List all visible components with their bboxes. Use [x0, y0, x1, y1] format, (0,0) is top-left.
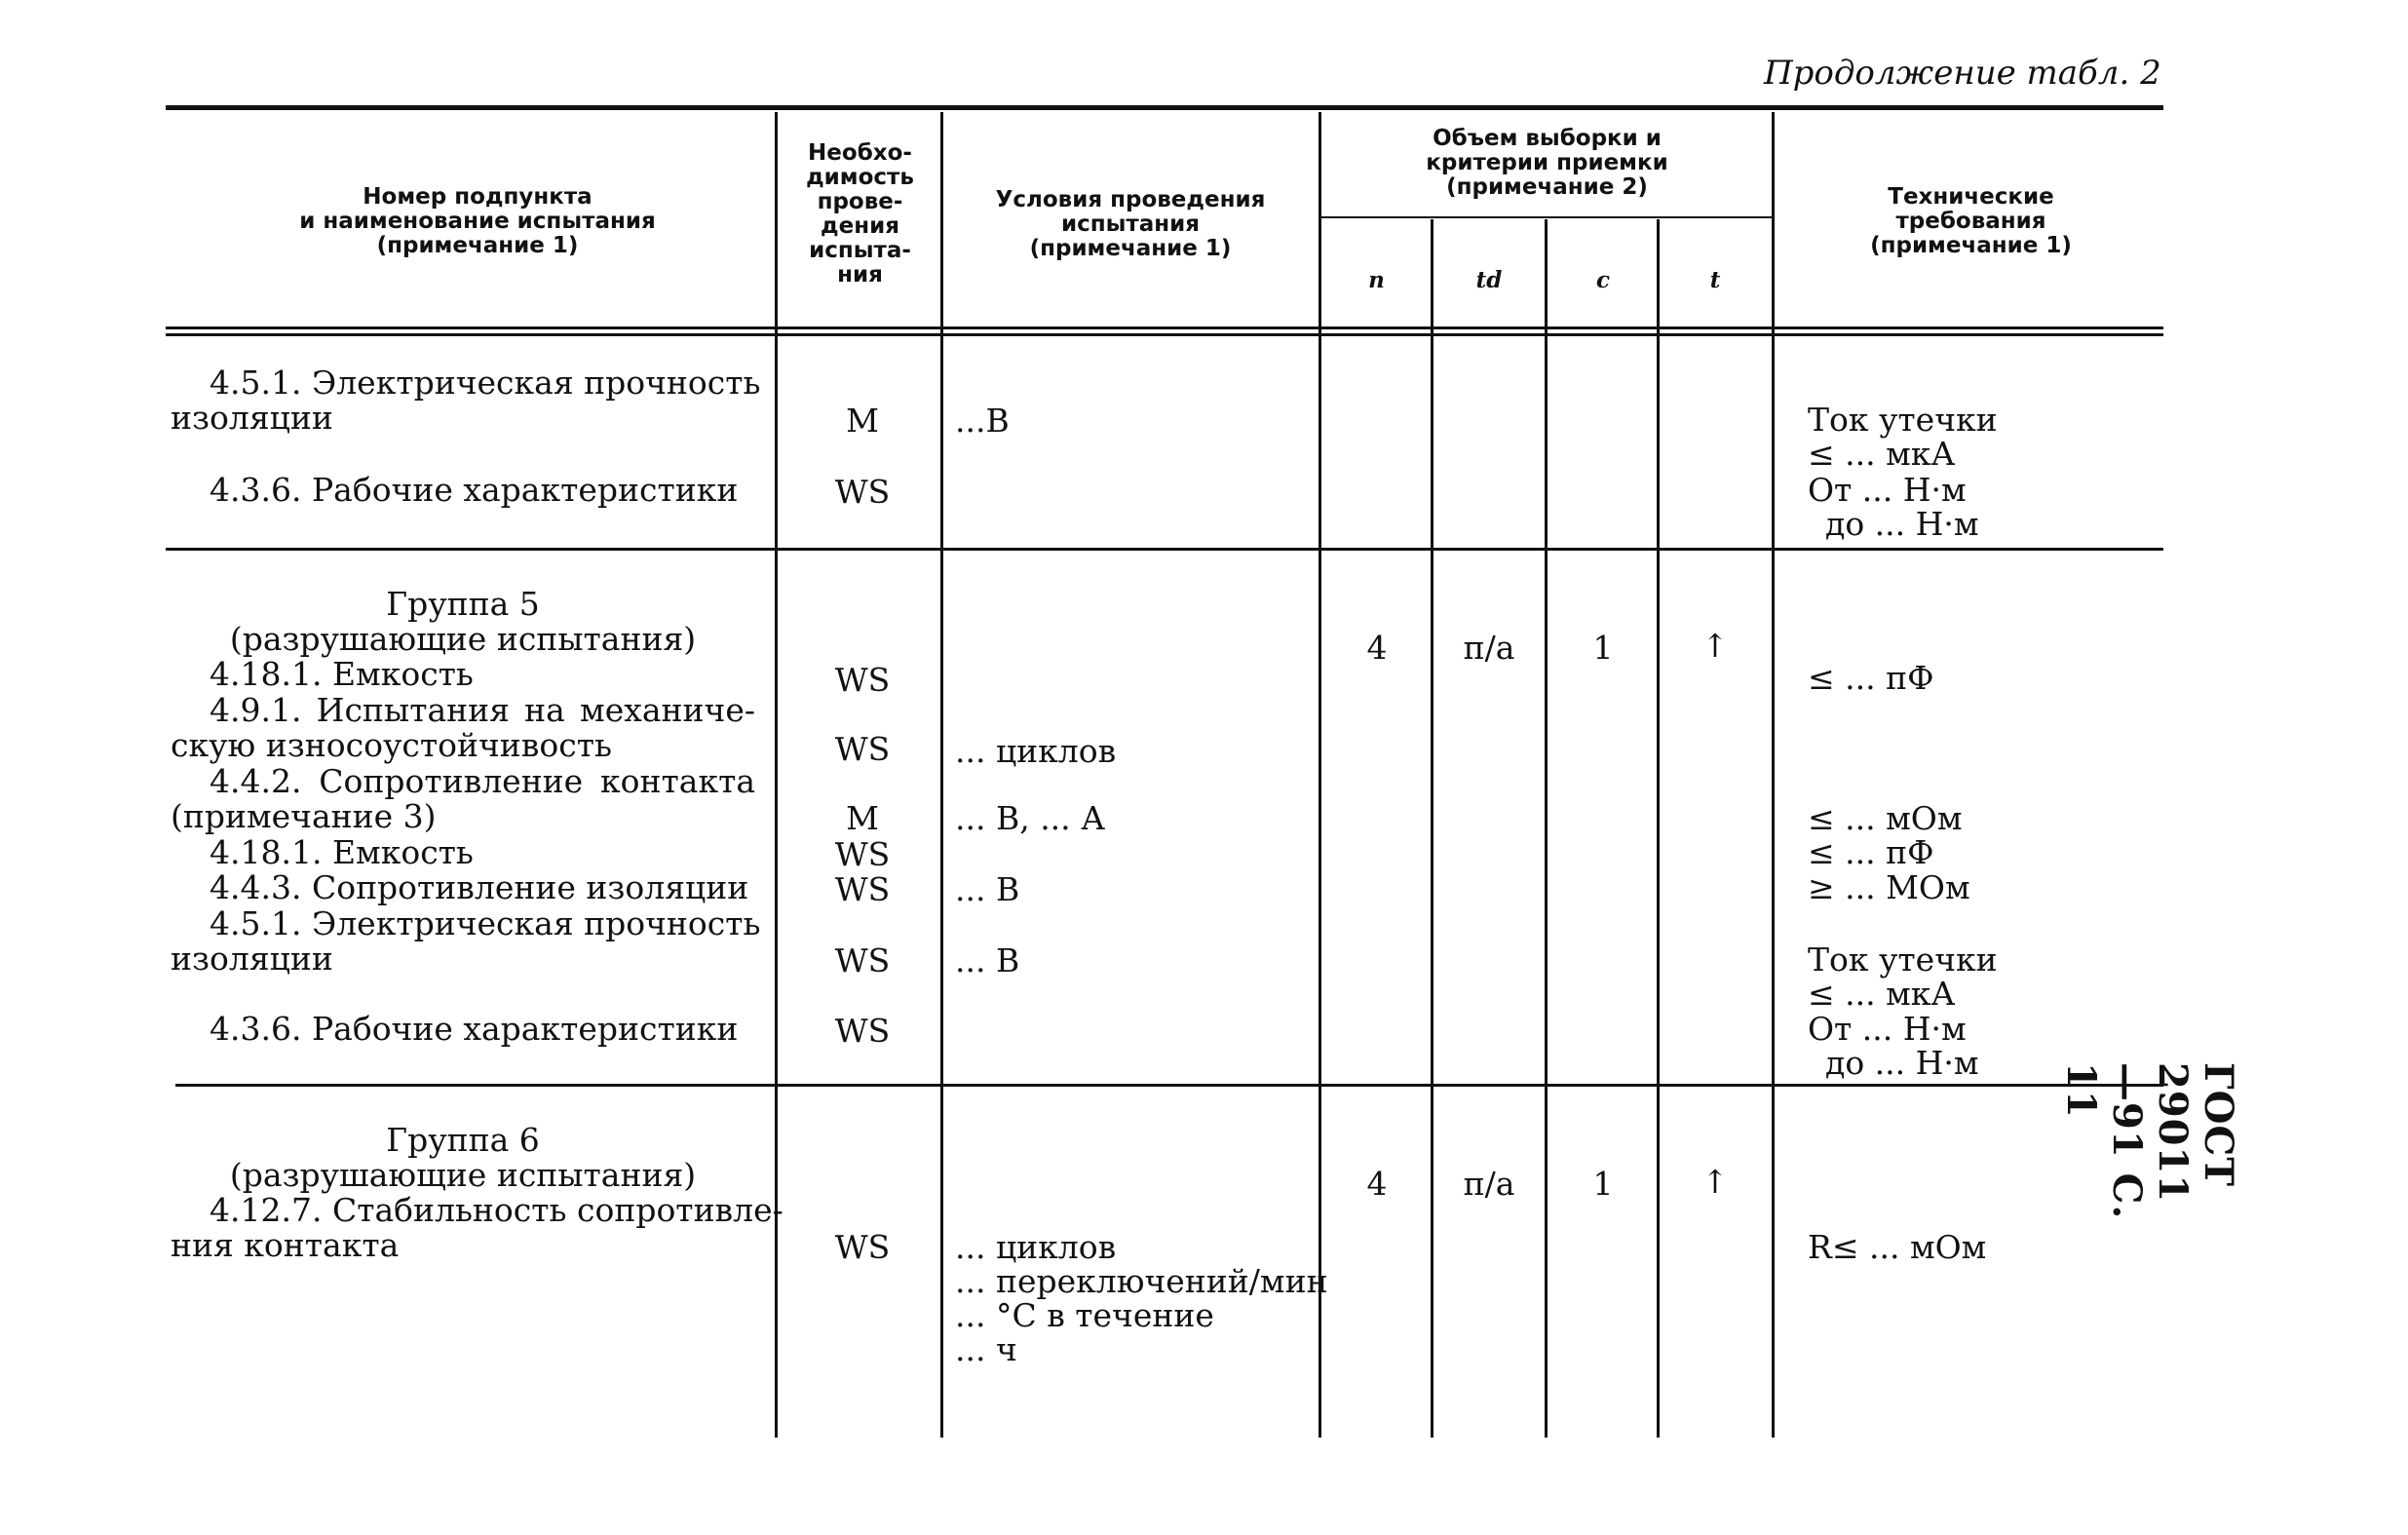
col-rule-1 — [775, 112, 778, 1438]
s1-row2-tech-l2: до ... Н·м — [1825, 505, 1979, 543]
group5-title-text: Группа 5 — [386, 585, 540, 623]
header-n: n — [1368, 267, 1385, 293]
g5-row6-cond: ... В — [955, 941, 1020, 979]
col-rule-4 — [1431, 219, 1433, 1438]
g5-row7-tech-l1: От ... Н·м — [1808, 1010, 1967, 1048]
g5-row3-cond: ... В, ... А — [955, 799, 1106, 837]
g6-cond-l4: ... ч — [955, 1330, 1017, 1368]
s1-row1-name-l1: 4.5.1. Электрическая прочность — [210, 364, 761, 402]
g5-row2-need: WS — [834, 730, 891, 768]
g5-row3-name-l2: (примечание 3) — [171, 797, 437, 835]
g5-row1-name — [171, 657, 755, 692]
g5-row3-tech: ≤ ... мОм — [1808, 799, 1963, 837]
g5-row5-tech: ≥ ... МОм — [1808, 868, 1970, 906]
g5-row2-name-l1: 4.9.1. Испытания на механиче- — [210, 691, 755, 729]
g5-row1-need: WS — [834, 661, 891, 699]
s1-row2-name-l1: 4.3.6. Рабочие характеристики — [210, 471, 739, 509]
s1-row2-tech — [1808, 473, 1979, 541]
g5-row7-need: WS — [834, 1012, 891, 1050]
header-t: t — [1709, 267, 1721, 293]
header-test-name: Номер подпункта и наименование испытания (примечание 1) — [299, 184, 656, 258]
g6-row1-name-l2: ния контакта — [171, 1226, 400, 1264]
group6-title-text: Группа 6 — [386, 1121, 540, 1159]
g5-row1-name-l1: 4.18.1. Емкость — [210, 655, 474, 693]
g5-row7-name-l1: 4.3.6. Рабочие характеристики — [210, 1010, 739, 1048]
s1-row1-need: M — [846, 402, 879, 440]
header-sample: Объем выборки и критерии приемки (примечание 2) — [1426, 126, 1668, 200]
g5-row6-tech — [1808, 942, 1998, 1011]
g5-row6-need: WS — [834, 941, 891, 979]
g6-row1-cond — [955, 1230, 1328, 1366]
group5-c: 1 — [1592, 629, 1614, 667]
s1-row1-tech — [1808, 403, 1998, 471]
g6-row1-need: WS — [834, 1228, 891, 1266]
g5-row5-cond: ... В — [955, 870, 1020, 908]
section2-rule — [175, 1084, 2163, 1087]
g5-row3-need: M — [846, 799, 879, 837]
g5-row1-tech: ≤ ... пФ — [1808, 659, 1934, 697]
g5-row4-name — [171, 835, 755, 870]
header-conditions: Условия проведения испытания (примечание 1) — [995, 187, 1266, 261]
g5-row2-name — [171, 693, 755, 763]
s1-row2-need: WS — [834, 473, 891, 511]
col-rule-6 — [1657, 219, 1660, 1438]
g5-row2-cond: ... циклов — [955, 732, 1117, 770]
header-necessity: Необхо- димость прове- дения испыта- ния — [806, 140, 914, 288]
header-c: c — [1595, 267, 1610, 293]
group5-td: п/а — [1463, 629, 1515, 667]
group5-subtitle: (разрушающие испытания) — [229, 620, 697, 658]
g5-row3-name-l1: 4.4.2. Сопротивление контакта — [210, 762, 755, 800]
group5-t: ↑ — [1701, 627, 1729, 665]
g5-row6-name-l1: 4.5.1. Электрическая прочность — [210, 904, 761, 942]
g6-cond-l2: ... переключений/мин — [955, 1262, 1328, 1300]
s1-row2-tech-l1: От ... Н·м — [1808, 471, 1967, 509]
header-td: td — [1475, 267, 1503, 293]
group6-c: 1 — [1592, 1165, 1614, 1203]
s1-row1-tech-l1: Ток утечки — [1808, 401, 1998, 439]
table-top-rule — [166, 105, 2163, 110]
g6-row1-name — [171, 1191, 784, 1264]
g5-row6-tech-l1: Ток утечки — [1808, 940, 1998, 979]
s1-row1-name-l2: изоляции — [171, 399, 333, 437]
group5-title — [171, 587, 755, 657]
g5-row4-name-l1: 4.18.1. Емкость — [210, 833, 474, 871]
g5-row6-tech-l2: ≤ ... мкА — [1808, 975, 1956, 1013]
g5-row7-tech — [1808, 1012, 1979, 1080]
group6-t: ↑ — [1701, 1163, 1729, 1201]
g5-row7-name — [171, 1012, 755, 1047]
col-rule-7 — [1772, 112, 1775, 1438]
g6-cond-l1: ... циклов — [955, 1228, 1117, 1266]
g5-row6-name-l2: изоляции — [171, 940, 333, 978]
side-standard-label: ГОСТ 29011—91 С. 11 — [2058, 1062, 2241, 1220]
g5-row6-name — [171, 904, 761, 978]
g6-row1-name-l1: 4.12.7. Стабильность сопротивле- — [210, 1191, 784, 1229]
group6-subtitle: (разрушающие испытания) — [229, 1156, 697, 1194]
g5-row5-name-l1: 4.4.3. Сопротивление изоляции — [210, 868, 749, 906]
header-bottom-rule-2 — [166, 333, 2163, 336]
g5-row3-name — [171, 764, 755, 834]
group5-n: 4 — [1366, 629, 1388, 667]
section1-rule — [166, 548, 2163, 551]
g5-row2-name-l2: скую износоустойчивость — [171, 726, 612, 764]
g6-row1-tech: R≤ ... мОм — [1808, 1228, 1987, 1266]
g5-row7-tech-l2: до ... Н·м — [1825, 1044, 1979, 1082]
g6-cond-l3: ... °С в течение — [955, 1296, 1214, 1334]
header-bottom-rule-1 — [166, 326, 2163, 329]
g5-row4-need: WS — [834, 835, 891, 873]
s1-row1-name — [171, 364, 761, 437]
header-tech: Технические требования (примечание 1) — [1870, 184, 2072, 258]
g5-row5-need: WS — [834, 870, 891, 908]
g5-row5-name — [171, 870, 755, 905]
g5-row4-tech: ≤ ... пФ — [1808, 833, 1934, 871]
continuation-label: Продолжение табл. 2 — [1764, 54, 2161, 93]
s1-row2-name — [171, 473, 755, 508]
col-rule-5 — [1545, 219, 1548, 1438]
group6-td: п/а — [1463, 1165, 1515, 1203]
s1-row1-tech-l2: ≤ ... мкА — [1808, 435, 1956, 473]
group6-title — [171, 1123, 755, 1193]
sample-header-rule — [1320, 216, 1774, 218]
s1-row1-cond: ...В — [955, 402, 1010, 440]
group6-n: 4 — [1366, 1165, 1388, 1203]
